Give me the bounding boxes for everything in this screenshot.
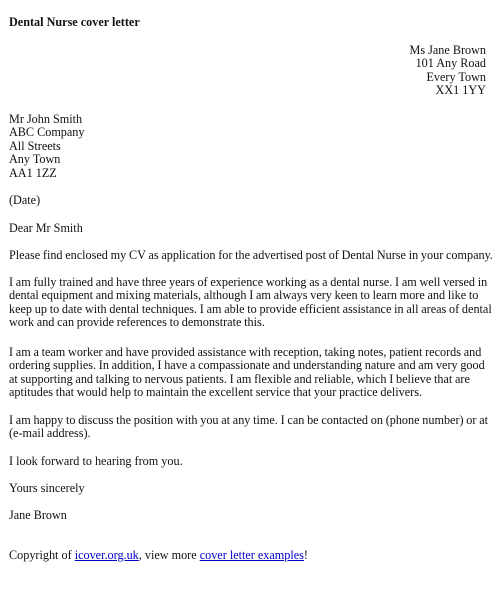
recipient-name: Mr John Smith: [9, 112, 83, 126]
salutation: Dear Mr Smith: [9, 221, 83, 235]
paragraph-intro: Please find enclosed my CV as application for the advertised post of Dental Nurse in your company.: [9, 248, 493, 262]
letter-date: (Date): [9, 193, 41, 207]
footer-prefix: Copyright of: [9, 548, 75, 562]
document-title: Dental Nurse cover letter: [9, 15, 140, 29]
closing: Yours sincerely: [9, 481, 85, 495]
cover-letter-examples-link[interactable]: cover letter examples: [199, 548, 304, 562]
paragraph-closing-remark: I look forward to hearing from you.: [9, 454, 183, 468]
paragraph-teamwork: I am a team worker and have provided assistance with reception, taking notes, patient records and ordering supplies. In addition, I have a compassionate and understanding nature and am very good at supporting and talking to nervous patients. I am flexible and reliable, which I believe that are aptitudes that would help to maintain the excellent service that your practice delivers.: [9, 345, 485, 400]
recipient-town: Any Town: [9, 152, 61, 167]
signature-name: Jane Brown: [9, 508, 67, 522]
recipient-street: All Streets: [9, 138, 61, 153]
paragraph-contact: I am happy to discuss the position with you at any time. I can be contacted on (phone number) or at (e-mail address).: [9, 413, 489, 441]
sender-postcode: XX1 1YY: [435, 83, 486, 98]
paragraph-experience: I am fully trained and have three years of experience working as a dental nurse. I am well versed in dental equipment and mixing materials, although I am always very keen to learn more and like to keep up to date with dental techniques. I am able to provide efficient assistance in all areas of dental work and can provide references to demonstrate this.: [9, 275, 492, 330]
recipient-company: ABC Company: [9, 125, 85, 140]
footer-middle: , view more: [138, 548, 200, 562]
sender-address: [409, 44, 486, 98]
sender-town: Every Town: [426, 69, 486, 84]
sender-name: Ms Jane Brown: [409, 43, 486, 57]
recipient-postcode: AA1 1ZZ: [9, 165, 57, 180]
recipient-address: [9, 113, 85, 180]
site-link[interactable]: icover.org.uk: [74, 548, 139, 562]
footer-suffix: !: [303, 548, 308, 562]
sender-street: 101 Any Road: [415, 56, 486, 71]
copyright-footer: [9, 549, 308, 562]
